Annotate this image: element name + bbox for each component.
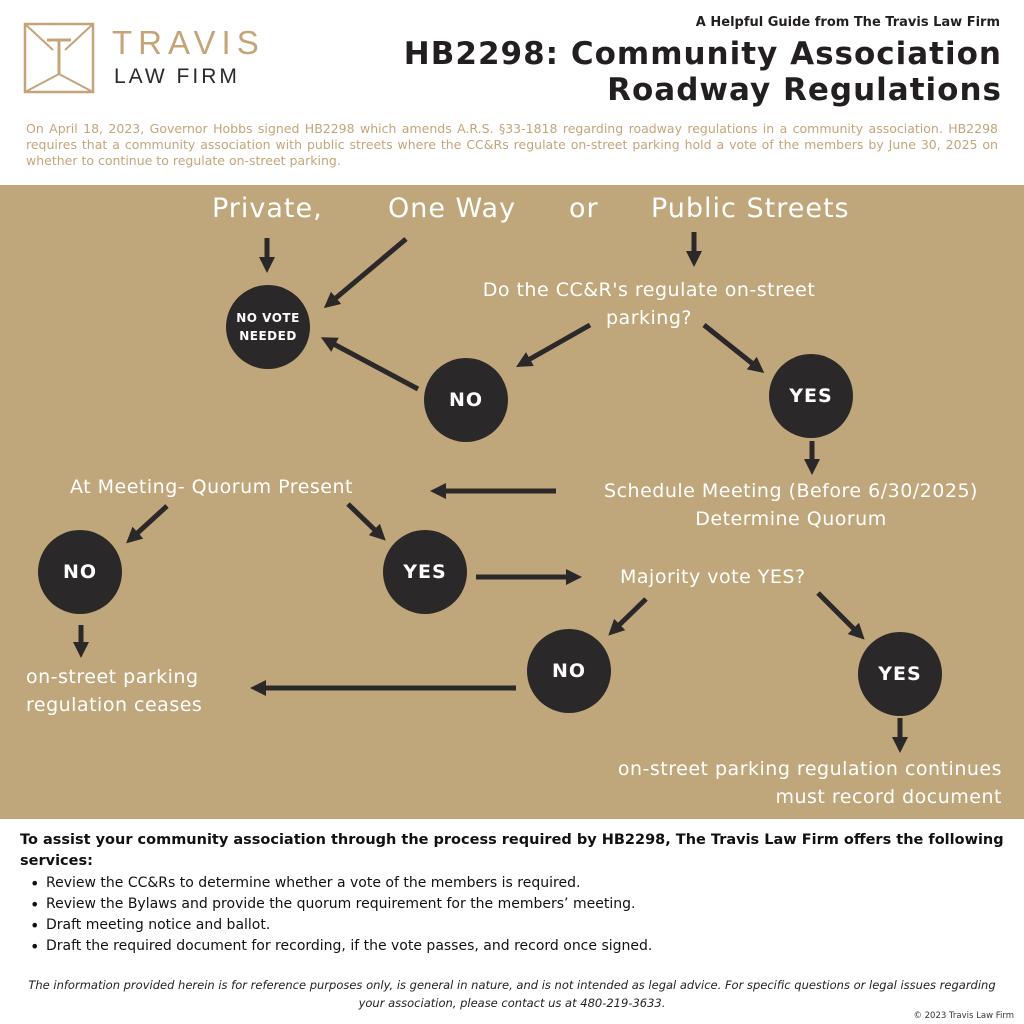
arrow-quorum-to-yes [348,504,380,535]
title-line-1: HB2298: Community Association [403,36,1002,72]
disclaimer: The information provided herein is for reference purposes only, is general in nature, and is not intended as legal advice. For specific questions or legal issues regarding your association, please contact us at 480-219-3633. [28,978,996,1010]
no-vote-line-2: NEEDED [239,329,297,343]
label-private: Private, [212,193,323,224]
services-intro: To assist your community association through the process required by HB2298, The Travis Law Firm offers the following services: [20,832,1004,869]
node-yes-quorum: YES [383,530,467,614]
brand-name: TRAVIS [112,24,265,61]
schedule-line-1: Schedule Meeting (Before 6/30/2025) [604,480,978,502]
node-yes-ccr: YES [769,354,853,438]
outcome-continues [618,755,1002,811]
node-no-majority: NO [527,629,611,713]
brand-subtitle: LAW FIRM [114,65,240,88]
question-ccr-line-1: Do the CC&R's regulate on-street [482,279,816,301]
question-ccr-line-2: parking? [606,307,692,329]
arrow-majority-to-no [614,599,646,630]
arrow-quorum-to-no [132,506,167,538]
kicker-text: A Helpful Guide from The Travis Law Firm [695,15,1000,30]
question-majority: Majority vote YES? [620,566,806,588]
flowchart-panel [0,185,1024,819]
continues-line-2: must record document [775,786,1002,808]
schedule-line-2: Determine Quorum [695,508,887,530]
list-item: • Draft the required document for recording, if the vote passes, and record once signed. [28,936,652,957]
outcome-ceases [26,663,202,719]
arrow-oneway-to-novote [330,239,406,303]
arrow-no-to-novote [328,341,418,389]
question-quorum: At Meeting- Quorum Present [70,476,353,498]
label-or: or [569,193,599,224]
ceases-line-1: on-street parking [26,666,199,688]
node-no-ccr: NO [424,358,508,442]
list-item: • Review the Bylaws and provide the quorum requirement for the members’ meeting. [28,894,652,915]
page-title [302,36,1002,108]
ceases-line-2: regulation ceases [26,694,203,716]
intro-paragraph: On April 18, 2023, Governor Hobbs signed HB2298 which amends A.R.S. §33-1818 regarding roadway regulations in a community association. HB2298 requires that a community association with public streets where the CC&Rs regulate on-street parking hold a vote of the members by June 30, 2025 on whether to continue to regulate on-street parking. [26,121,998,168]
continues-line-1: on-street parking regulation continues [617,758,1002,780]
node-yes-majority: YES [858,632,942,716]
list-item: • Draft meeting notice and ballot. [28,915,652,936]
copyright: © 2023 Travis Law Firm [913,1011,1014,1021]
services-list [28,873,652,957]
schedule-meeting [576,477,1006,533]
node-no-vote-needed [226,285,310,369]
no-vote-line-1: NO VOTE [236,311,300,325]
node-no-quorum: NO [38,530,122,614]
label-public-streets: Public Streets [651,193,850,224]
title-line-2: Roadway Regulations [607,72,1002,108]
list-item: • Review the CC&Rs to determine whether a vote of the members is required. [28,873,652,894]
label-one-way: One Way [388,193,517,224]
question-ccr [440,276,858,332]
arrow-majority-to-yes [818,593,859,634]
firm-logo-icon [23,22,95,94]
